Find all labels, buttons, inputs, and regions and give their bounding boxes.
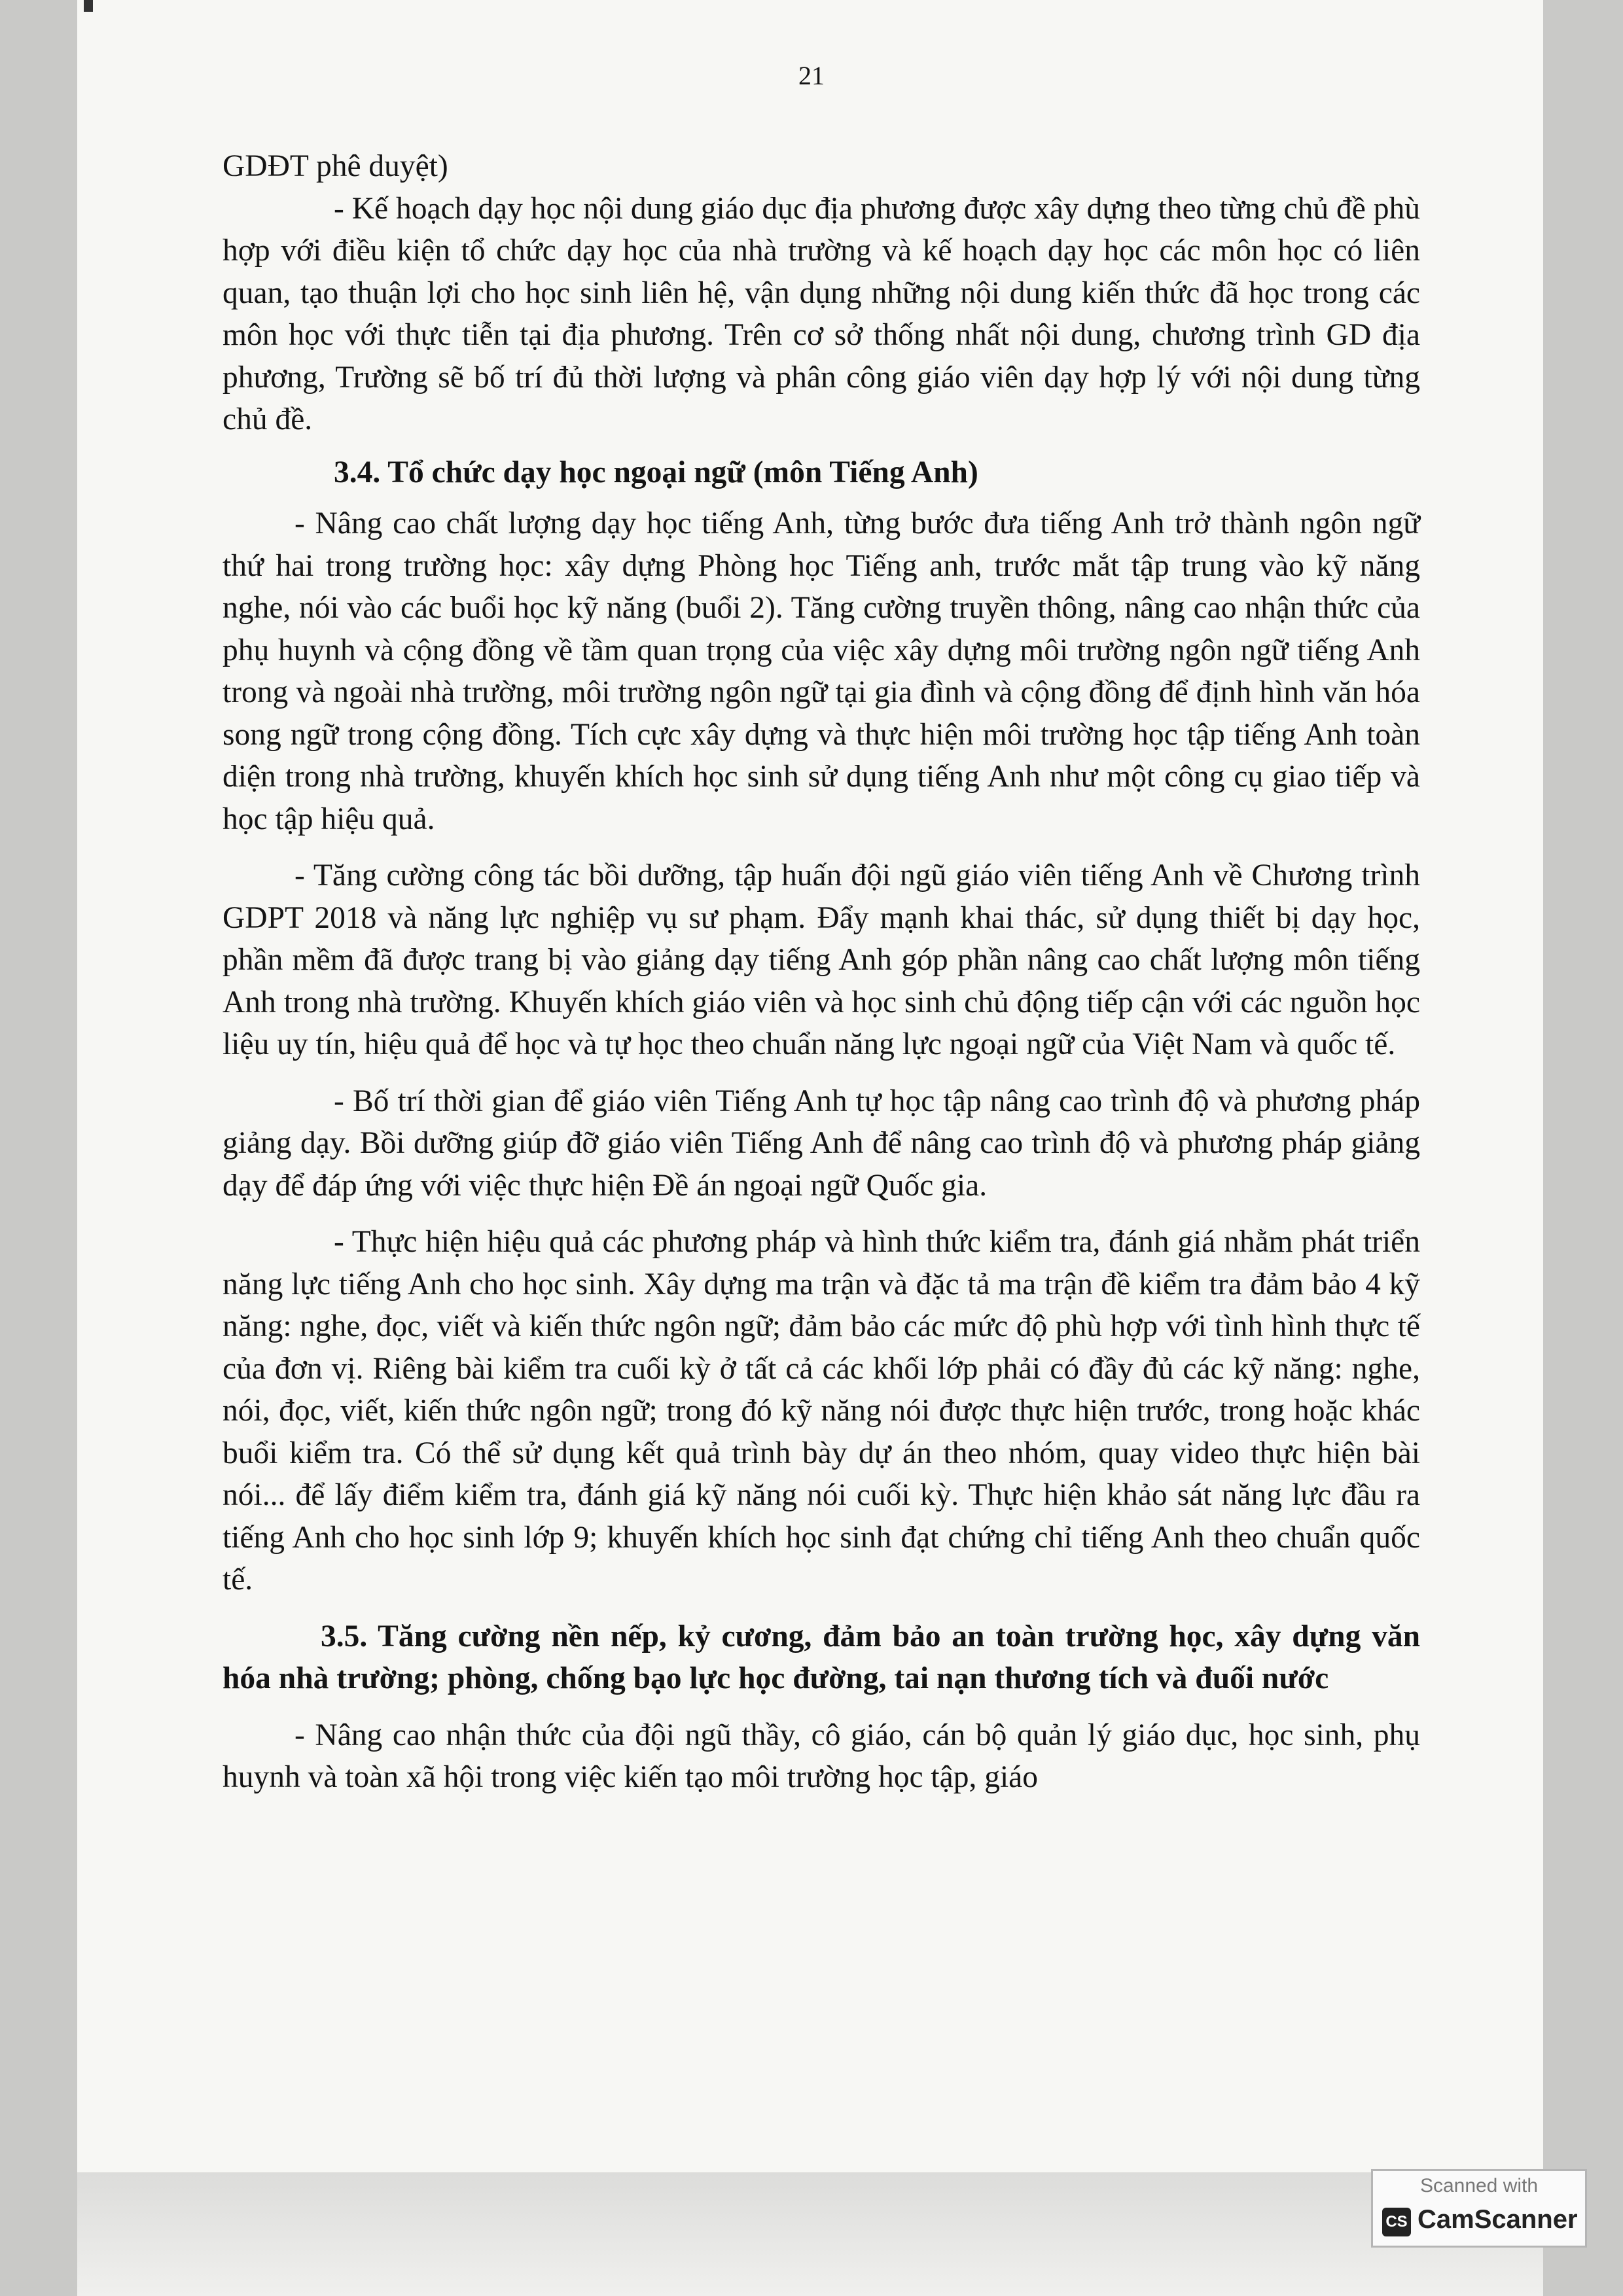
document-body bbox=[223, 145, 1420, 1799]
paragraph-continuation: GDĐT phê duyệt) bbox=[223, 149, 448, 183]
paragraph-self-study: - Bố trí thời gian để giáo viên Tiếng Anh tự học tập nâng cao trình độ và phương pháp giảng dạy. Bồi dưỡng giúp đỡ giáo viên Tiếng Anh để nâng cao trình độ và phương pháp giảng dạy để đáp ứng với việc thực hiện Đề án ngoại ngữ Quốc gia. bbox=[223, 1084, 1420, 1203]
watermark-caption: Scanned with bbox=[1419, 2175, 1539, 2197]
page-number: 21 bbox=[798, 61, 825, 90]
section-heading-3-5: 3.5. Tăng cường nền nếp, kỷ cương, đảm bảo an toàn trường học, xây dựng văn hóa nhà trường; phòng, chống bạo lực học đường, tai nạn thương tích và đuối nước bbox=[223, 1619, 1420, 1695]
paragraph-awareness: - Nâng cao nhận thức của đội ngũ thầy, cô giáo, cán bộ quản lý giáo dục, học sinh, phụ huynh và toàn xã hội trong việc kiến tạo môi trường học tập, giáo bbox=[223, 1718, 1420, 1794]
camscanner-logo-icon: CS bbox=[1382, 2208, 1411, 2236]
scan-corner-mark bbox=[84, 0, 93, 12]
paragraph-assessment: - Thực hiện hiệu quả các phương pháp và hình thức kiểm tra, đánh giá nhằm phát triển năng lực tiếng Anh cho học sinh. Xây dựng ma trận và đặc tả ma trận đề kiểm tra đảm bảo 4 kỹ năng: nghe, đọc, viết và kiến thức ngôn ngữ; đảm bảo các mức độ phù hợp với tình hình thực tế của đơn vị. Riêng bài kiểm tra cuối kỳ ở tất cả các khối lớp phải có đầy đủ các kỹ năng: nghe, nói, đọc, viết, kiến thức ngôn ngữ; trong đó kỹ năng nói được thực hiện trước, trong hoặc khác buổi kiểm tra. Có thể sử dụng kết quả trình bày dự án theo nhóm, quay video thực hiện bài nói... để lấy điểm kiểm tra, đánh giá kỹ năng nói cuối kỳ. Thực hiện khảo sát năng lực đầu ra tiếng Anh cho học sinh lớp 9; khuyến khích học sinh đạt chứng chỉ tiếng Anh theo chuẩn quốc tế. bbox=[223, 1225, 1420, 1597]
paragraph-local-curriculum: - Kế hoạch dạy học nội dung giáo dục địa phương được xây dựng theo từng chủ đề phù hợp với điều kiện tổ chức dạy học của nhà trường và kế hoạch dạy học các môn học có liên quan, tạo thuận lợi cho học sinh liên hệ, vận dụng những nội dung kiến thức đã học trong các môn học với thực tiễn tại địa phương. Trên cơ sở thống nhất nội dung, chương trình GD địa phương, Trường sẽ bố trí đủ thời lượng và phân công giáo viên dạy hợp lý với nội dung từng chủ đề. bbox=[223, 191, 1420, 436]
paragraph-teacher-training: - Tăng cường công tác bồi dưỡng, tập huấn đội ngũ giáo viên tiếng Anh về Chương trình GDPT 2018 và năng lực nghiệp vụ sư phạm. Đẩy mạnh khai thác, sử dụng thiết bị dạy học, phần mềm đã được trang bị vào giảng dạy tiếng Anh góp phần nâng cao chất lượng môn tiếng Anh trong nhà trường. Khuyến khích giáo viên và học sinh chủ động tiếp cận với các nguồn học liệu uy tín, hiệu quả để học và tự học theo chuẩn năng lực ngoại ngữ của Việt Nam và quốc tế. bbox=[223, 858, 1420, 1061]
camscanner-watermark bbox=[1371, 2169, 1587, 2248]
page-bottom-shadow bbox=[77, 2172, 1543, 2296]
paragraph-english-quality: - Nâng cao chất lượng dạy học tiếng Anh, từng bước đưa tiếng Anh trở thành ngôn ngữ thứ hai trong trường học: xây dựng Phòng học Tiếng anh, trước mắt tập trung vào kỹ năng nghe, nói vào các buổi học kỹ năng (buổi 2). Tăng cường truyền thông, nâng cao nhận thức của phụ huynh và cộng đồng về tầm quan trọng của việc xây dựng môi trường ngôn ngữ tiếng Anh trong và ngoài nhà trường, môi trường ngôn ngữ tại gia đình và cộng đồng để định hình văn hóa song ngữ trong cộng đồng. Tích cực xây dựng và thực hiện môi trường học tập tiếng Anh toàn diện trong nhà trường, khuyến khích học sinh sử dụng tiếng Anh như một công cụ giao tiếp và học tập hiệu quả. bbox=[223, 506, 1420, 836]
section-heading-3-4: 3.4. Tổ chức dạy học ngoại ngữ (môn Tiếng Anh) bbox=[334, 455, 978, 489]
watermark-brand: CamScanner bbox=[1418, 2205, 1578, 2234]
